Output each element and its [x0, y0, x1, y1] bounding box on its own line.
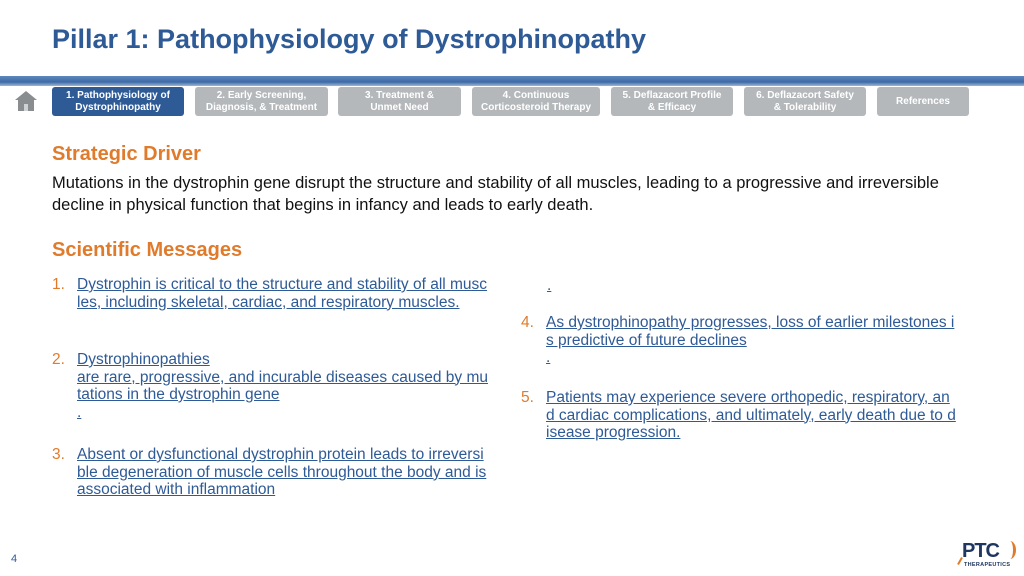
message-link[interactable]: Dystrophin is critical to the structure and stability of all muscles, including skeletal, cardiac, and respiratory muscles.: [77, 276, 488, 311]
strategic-driver-heading: Strategic Driver: [52, 143, 201, 165]
scientific-messages-heading: Scientific Messages: [52, 239, 243, 261]
tab-early-screening[interactable]: 2. Early Screening, Diagnosis, & Treatment: [195, 87, 328, 116]
tab-treatment-unmet-need[interactable]: 3. Treatment & Unmet Need: [338, 87, 461, 116]
header-band: [0, 76, 1024, 86]
tab-deflazacort-safety[interactable]: 6. Deflazacort Safety & Tolerability: [744, 87, 866, 116]
ptc-logo: [956, 540, 1016, 572]
message-link[interactable]: Dystrophinopathies are rare, progressive, and incurable diseases caused by mutations in the dystrophin gene .: [77, 351, 488, 421]
message-number: 5.: [521, 389, 534, 406]
continuation-dot[interactable]: .: [547, 277, 552, 294]
tab-deflazacort-profile[interactable]: 5. Deflazacort Profile & Efficacy: [611, 87, 733, 116]
tab-continuous-corticosteroid[interactable]: 4. Continuous Corticosteroid Therapy: [472, 87, 600, 116]
message-number: 1.: [52, 276, 65, 293]
strategic-driver-text: Mutations in the dystrophin gene disrupt the structure and stability of all muscles, leading to a progressive and irreversible decline in physical function that begins in infancy and leads to early death.: [52, 174, 939, 214]
logo-subtext: THERAPEUTICS: [964, 562, 1011, 568]
message-link[interactable]: Absent or dysfunctional dystrophin protein leads to irreversible degeneration of muscle cells throughout the body and is associated with inflammation: [77, 446, 487, 498]
tab-pathophysiology[interactable]: 1. Pathophysiology of Dystrophinopathy: [52, 87, 184, 116]
message-link[interactable]: As dystrophinopathy progresses, loss of earlier milestones is predictive of future declines .: [546, 314, 955, 366]
page-number: 4: [11, 553, 18, 565]
message-number: 4.: [521, 314, 534, 331]
tab-references[interactable]: References: [877, 87, 969, 116]
logo-arc-icon: [1004, 541, 1016, 559]
logo-text: PTC: [962, 540, 999, 562]
message-number: 3.: [52, 446, 65, 463]
message-link[interactable]: Patients may experience severe orthopedic, respiratory, and cardiac complications, and ultimately, early death due to disease progression.: [546, 389, 956, 441]
message-number: 2.: [52, 351, 65, 368]
home-icon[interactable]: [14, 90, 38, 112]
page-title: Pillar 1: Pathophysiology of Dystrophinopathy: [52, 24, 647, 54]
